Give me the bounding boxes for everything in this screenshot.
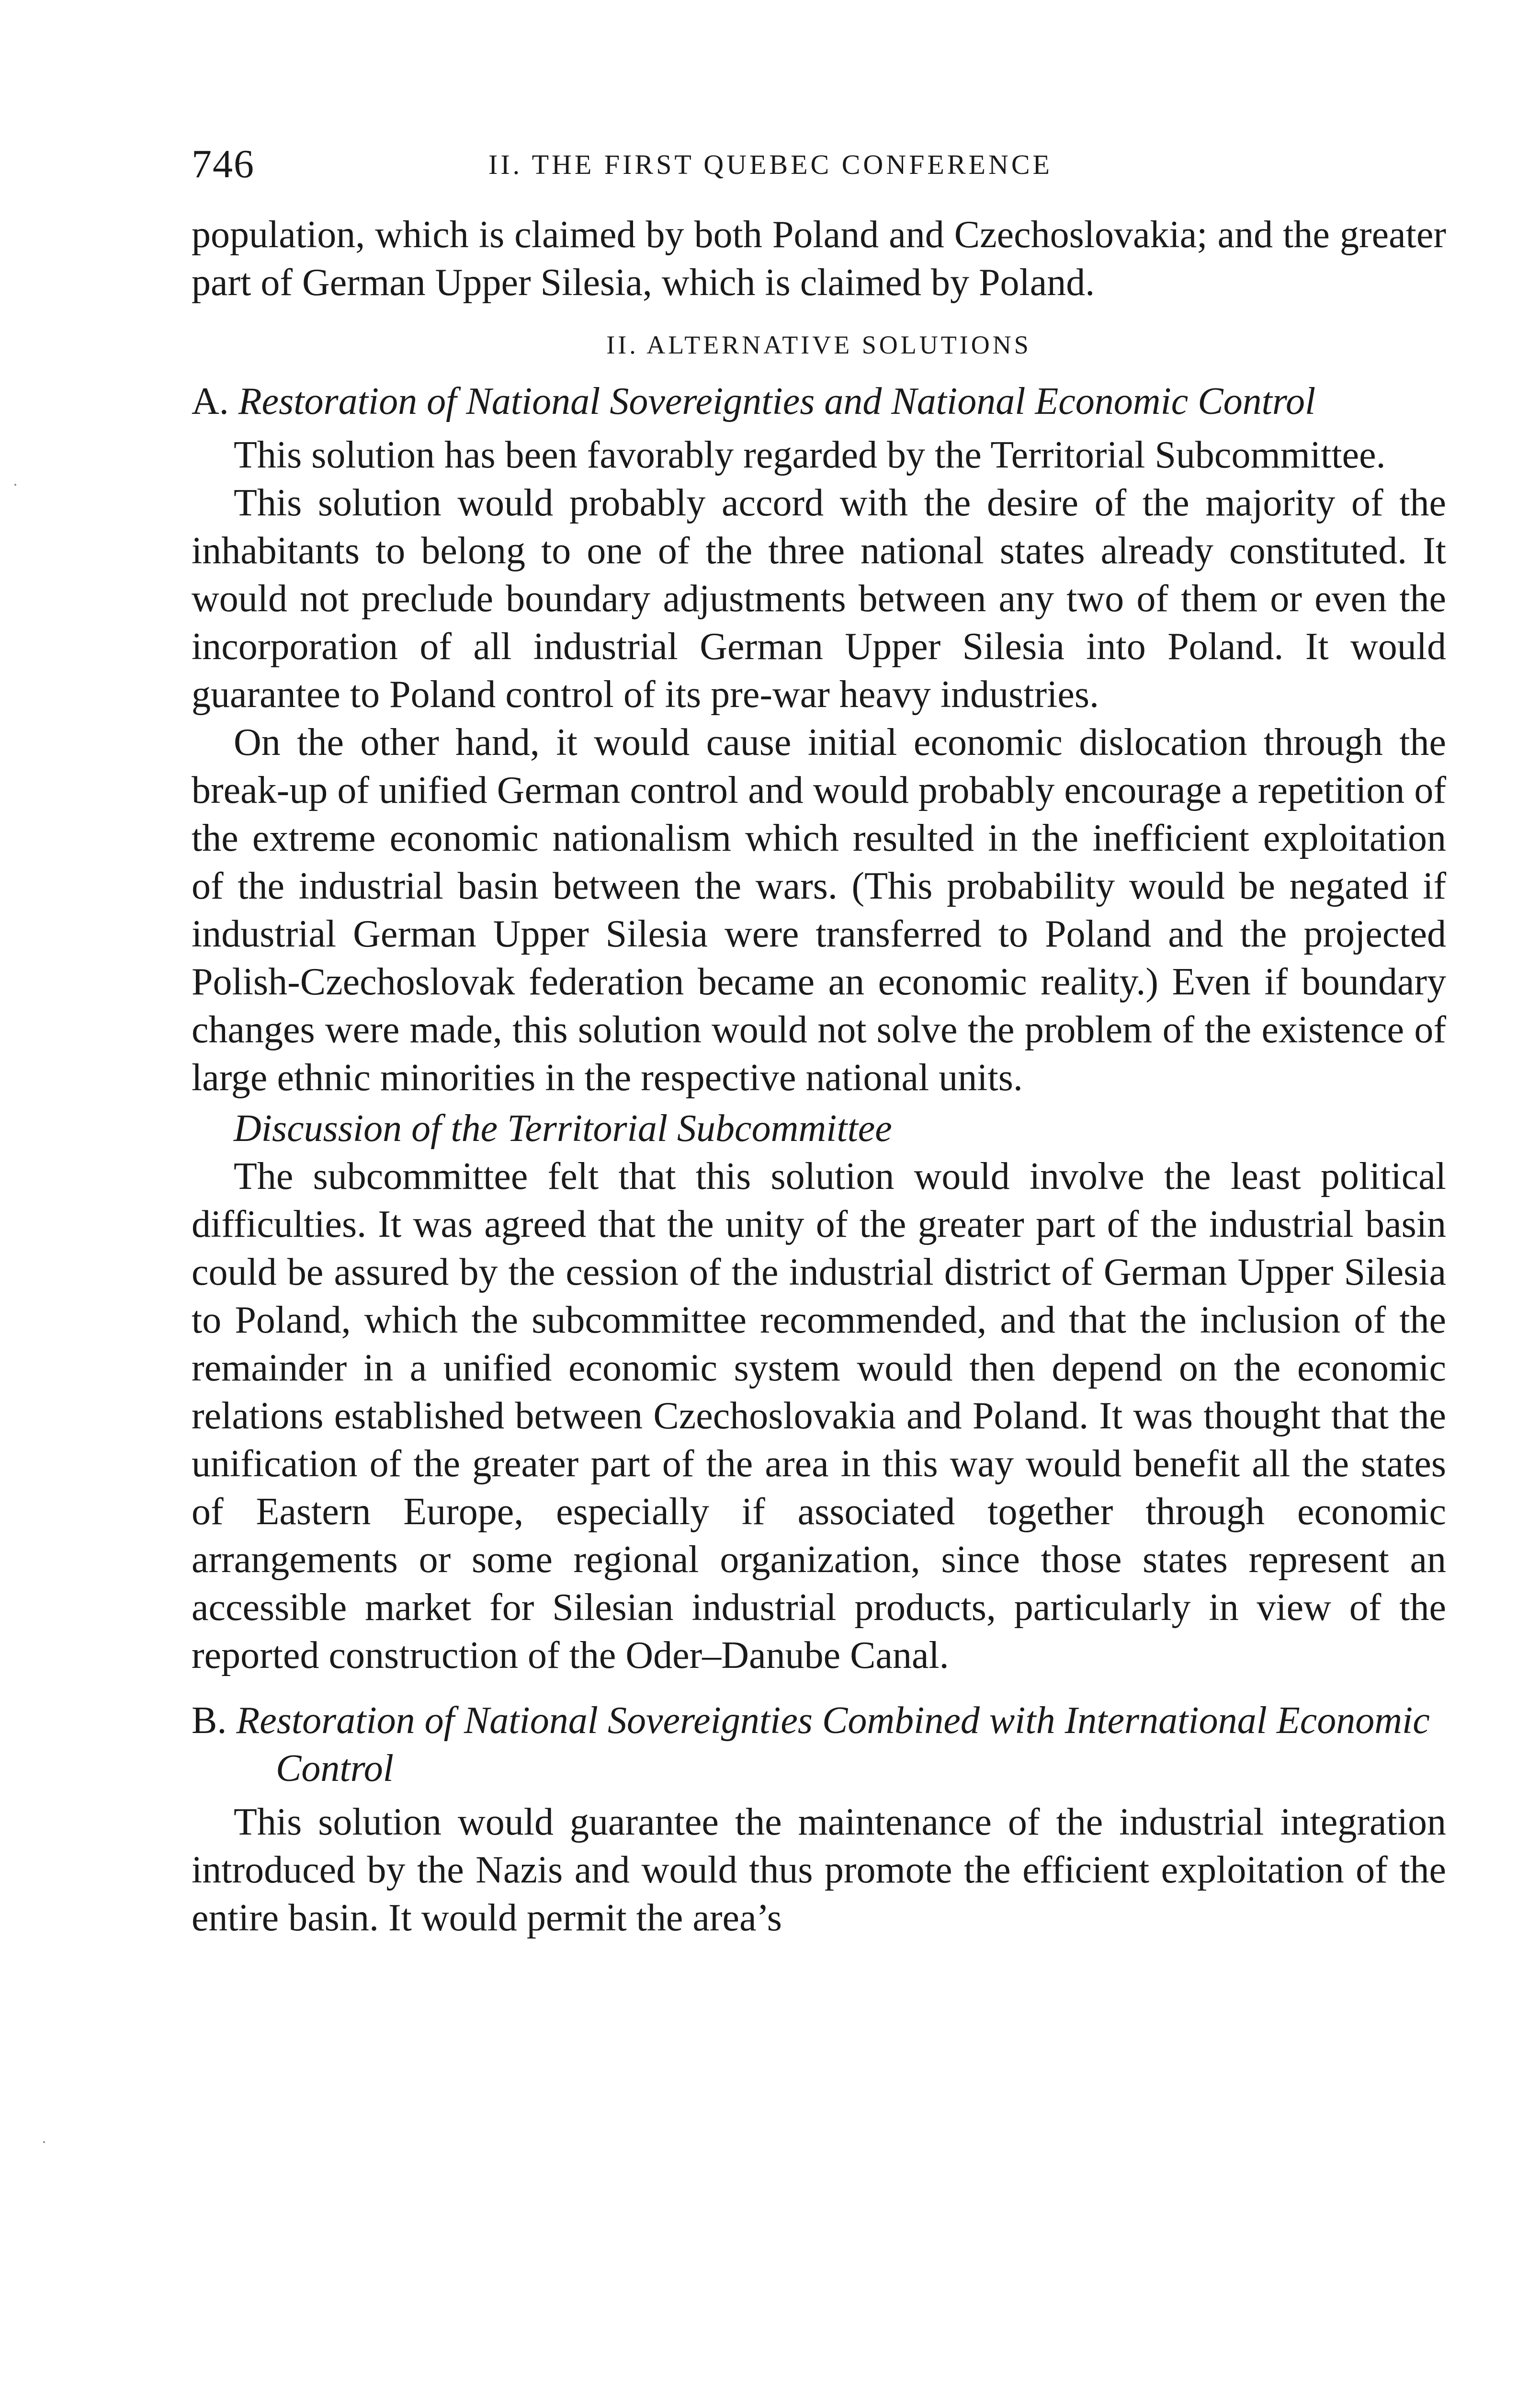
discussion-heading: Discussion of the Territorial Subcommittee	[234, 1107, 892, 1150]
subheading-b-letter: B.	[192, 1699, 227, 1742]
scan-speck	[43, 2141, 45, 2143]
body-text	[192, 211, 1446, 1942]
paragraph: This solution has been favorably regarded by the Territorial Subcommittee.	[234, 434, 1386, 476]
subheading-b-title: Restoration of National Sovereignties Combined with International Economic Control	[236, 1699, 1430, 1790]
page-header	[192, 138, 1446, 191]
paragraph-continuation: population, which is claimed by both Poland and Czechoslovakia; and the greater part of German Upper Silesia, which is claimed by Poland.	[192, 214, 1446, 304]
running-head: II. THE FIRST QUEBEC CONFERENCE	[488, 149, 1053, 180]
scan-speck	[14, 484, 16, 486]
paragraph: The subcommittee felt that this solution would involve the least political difficulties. It was agreed that the unity of the greater part of the industrial basin could be assured by the cession of the industrial district of German Upper Silesia to Poland, which the subcommittee recommended, and that the inclusion of the remainder in a unified economic system would then depend on the economic relations established between Czechoslovakia and Poland. It was thought that the unification of the greater part of the area in this way would benefit all the states of Eastern Europe, especially if associated together through economic arrangements or some regional organization, since those states represent an accessible market for Silesian industrial products, particularly in view of the reported construction of the Oder–Danube Canal.	[192, 1155, 1446, 1676]
paragraph: On the other hand, it would cause initial economic dislocation through the break-up of unified German control and would probably encourage a repetition of the extreme economic nationalism which resulted in the inefficient exploitation of the industrial basin between the wars. (This probability would be negated if industrial German Upper Silesia were transferred to Poland and the projected Polish-Czechoslovak federation became an economic reality.) Even if boundary changes were made, this solution would not solve the problem of the existence of large ethnic minorities in the respective national units.	[192, 721, 1446, 1099]
section-heading: II. ALTERNATIVE SOLUTIONS	[606, 331, 1031, 359]
subheading-a-title: Restoration of National Sovereignties and National Economic Control	[238, 380, 1316, 422]
page-number: 746	[192, 142, 255, 186]
paragraph: This solution would guarantee the maintenance of the industrial integration introduced by the Nazis and would thus promote the efficient exploitation of the entire basin. It would permit the area’s	[192, 1801, 1446, 1939]
subheading-b	[192, 1697, 1446, 1792]
subheading-a	[192, 377, 1446, 425]
subheading-a-letter: A.	[192, 380, 229, 422]
paragraph: This solution would probably accord with the desire of the majority of the inhabitants to belong to one of the three national states already constituted. It would not preclude boundary adjustments between any two of them or even the incorporation of all industrial German Upper Silesia into Poland. It would guarantee to Poland control of its pre-war heavy industries.	[192, 482, 1446, 716]
